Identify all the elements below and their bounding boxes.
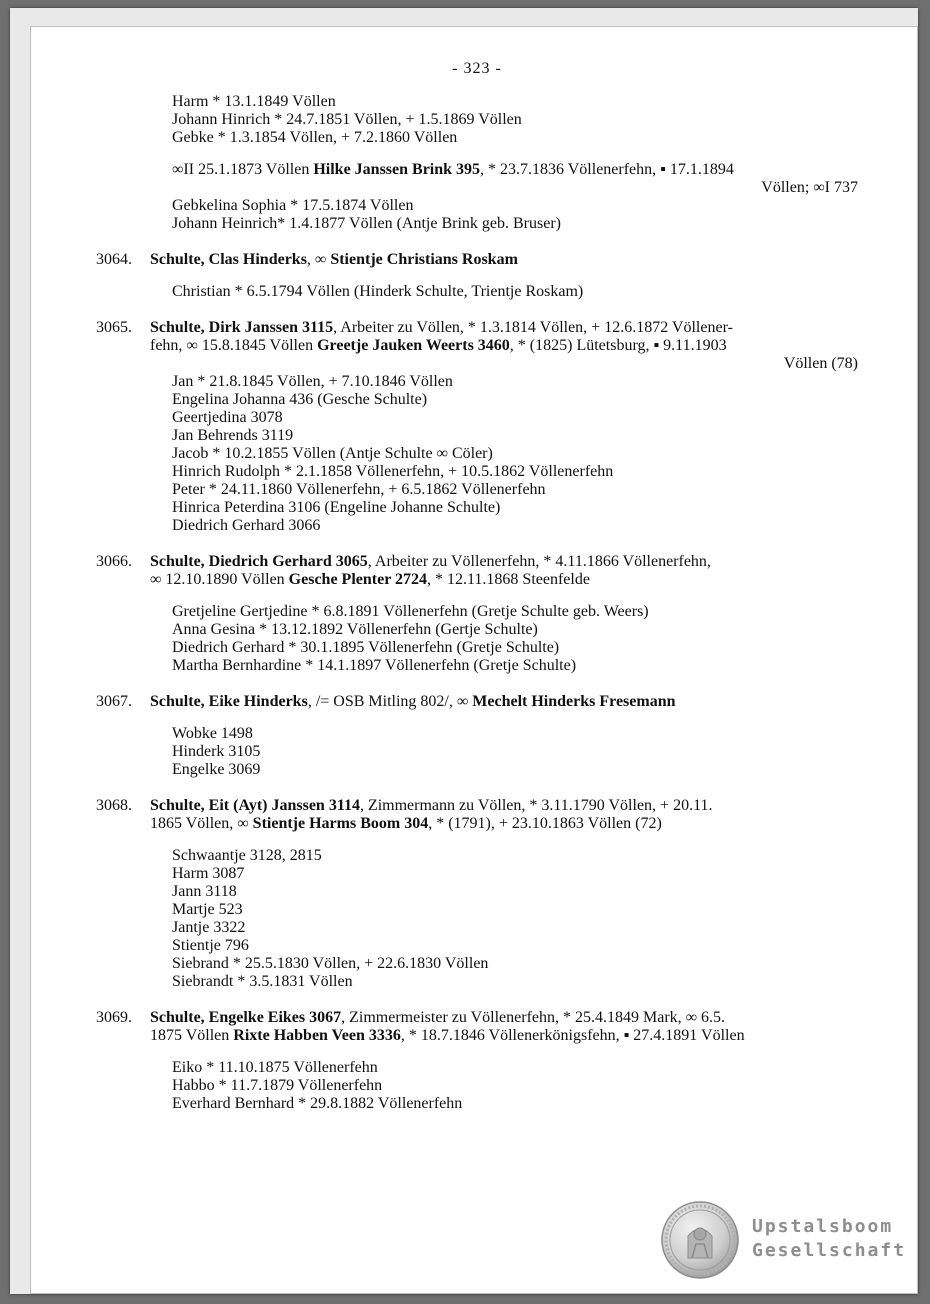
child-line: Johann Heinrich* 1.4.1877 Völlen (Antje Brink geb. Bruser) [172, 215, 561, 232]
child-line: Anna Gesina * 13.12.1892 Völlenerfehn (Gertje Schulte) [172, 621, 538, 638]
entry-continuation: 1865 Völlen, ∞ Stientje Harms Boom 304, * (1791), + 23.10.1863 Völlen (72) [150, 815, 662, 832]
spouse-name: Gesche Plenter 2724 [288, 571, 428, 588]
child-line: Martha Bernhardine * 14.1.1897 Völlenerfehn (Gretje Schulte) [172, 657, 577, 674]
marriage-continuation: Völlen; ∞I 737 [761, 179, 858, 196]
child-line: Gebke * 1.3.1854 Völlen, + 7.2.1860 Völlen [172, 129, 458, 146]
entry-heading: Schulte, Eike Hinderks, /= OSB Mitling 802/, ∞ Mechelt Hinderks Fresemann [150, 693, 676, 710]
marriage-line: ∞II 25.1.1873 Völlen Hilke Janssen Brink 395, * 23.7.1836 Völlenerfehn, ▪ 17.1.1894 [172, 161, 734, 178]
child-line: Peter * 24.11.1860 Völlenerfehn, + 6.5.1862 Völlenerfehn [172, 481, 546, 498]
child-line: Siebrand * 25.5.1830 Völlen, + 22.6.1830 Völlen [172, 955, 489, 972]
entry-continuation: ∞ 12.10.1890 Völlen Gesche Plenter 2724, * 12.11.1868 Steenfelde [150, 571, 590, 588]
entry-heading: Schulte, Engelke Eikes 3067, Zimmermeister zu Völlenerfehn, * 25.4.1849 Mark, ∞ 6.5. [150, 1009, 726, 1026]
child-line: Diedrich Gerhard 3066 [172, 517, 321, 534]
entry-number: 3068. [96, 797, 132, 814]
entry-continuation: fehn, ∞ 15.8.1845 Völlen Greetje Jauken Weerts 3460, * (1825) Lütetsburg, ▪ 9.11.1903 [150, 337, 727, 354]
child-line: Hinrica Peterdina 3106 (Engeline Johanne Schulte) [172, 499, 501, 516]
page-number: - 323 - [452, 60, 502, 77]
spouse-name: Mechelt Hinderks Fresemann [472, 693, 676, 710]
person-name: Schulte, Engelke Eikes 3067 [150, 1009, 342, 1026]
spouse-name: Rixte Habben Veen 3336 [233, 1027, 401, 1044]
entry-3068 [96, 797, 858, 833]
entry-number: 3065. [96, 319, 132, 336]
entry-heading: Schulte, Diedrich Gerhard 3065, Arbeiter zu Völlenerfehn, * 4.11.1866 Völlenerfehn, [150, 553, 711, 570]
child-line: Stientje 796 [172, 937, 249, 954]
child-line: Gretjeline Gertjedine * 6.8.1891 Völlenerfehn (Gretje Schulte geb. Weers) [172, 603, 649, 620]
entry-number: 3066. [96, 553, 132, 570]
person-name: Schulte, Eike Hinderks [150, 693, 308, 710]
child-line: Christian * 6.5.1794 Völlen (Hinderk Schulte, Trientje Roskam) [172, 283, 584, 300]
person-name: Schulte, Clas Hinderks [150, 251, 307, 268]
child-line: Jan Behrends 3119 [172, 427, 294, 444]
child-line: Hinderk 3105 [172, 743, 261, 760]
document-content [96, 60, 858, 1113]
entry-3069 [96, 1009, 858, 1045]
child-line: Diedrich Gerhard * 30.1.1895 Völlenerfehn (Gretje Schulte) [172, 639, 560, 656]
child-line: Harm 3087 [172, 865, 245, 882]
child-line: Habbo * 11.7.1879 Völlenerfehn [172, 1077, 383, 1094]
person-name: Schulte, Eit (Ayt) Janssen 3114 [150, 797, 360, 814]
child-line: Engelke 3069 [172, 761, 261, 778]
society-watermark [752, 1215, 906, 1263]
watermark-line-2: Gesellschaft [752, 1240, 907, 1261]
child-line: Martje 523 [172, 901, 243, 918]
child-line: Jantje 3322 [172, 919, 246, 936]
child-line: Siebrandt * 3.5.1831 Völlen [172, 973, 353, 990]
child-line: Everhard Bernhard * 29.8.1882 Völlenerfehn [172, 1095, 463, 1112]
entry-continuation: 1875 Völlen Rixte Habben Veen 3336, * 18.7.1846 Völlenerkönigsfehn, ▪ 27.4.1891 Völlen [150, 1027, 745, 1044]
entry-number: 3064. [96, 251, 132, 268]
child-line: Engelina Johanna 436 (Gesche Schulte) [172, 391, 428, 408]
entry-continuation-right: Völlen (78) [783, 355, 858, 372]
spouse-name: Greetje Jauken Weerts 3460 [317, 337, 510, 354]
spouse-name: Hilke Janssen Brink 395 [313, 161, 481, 178]
child-line: Wobke 1498 [172, 725, 253, 742]
entry-3064 [96, 251, 858, 269]
spouse-name: Stientje Christians Roskam [330, 251, 518, 268]
entry-3066 [96, 553, 858, 589]
person-name: Schulte, Diedrich Gerhard 3065 [150, 553, 368, 570]
child-line: Gebkelina Sophia * 17.5.1874 Völlen [172, 197, 414, 214]
child-line: Jann 3118 [172, 883, 237, 900]
child-line: Johann Hinrich * 24.7.1851 Völlen, + 1.5.1869 Völlen [172, 111, 522, 128]
watermark-line-1: Upstalsboom [752, 1216, 894, 1237]
child-line: Schwaantje 3128, 2815 [172, 847, 322, 864]
child-line: Jan * 21.8.1845 Völlen, + 7.10.1846 Völlen [172, 373, 453, 390]
person-name: Schulte, Dirk Janssen 3115 [150, 319, 334, 336]
child-line: Harm * 13.1.1849 Völlen [172, 93, 336, 110]
child-line: Geertjedina 3078 [172, 409, 283, 426]
society-seal-icon [660, 1200, 740, 1285]
entry-number: 3069. [96, 1009, 132, 1026]
entry-3067 [96, 693, 858, 711]
child-line: Eiko * 11.10.1875 Völlenerfehn [172, 1059, 378, 1076]
child-line: Jacob * 10.2.1855 Völlen (Antje Schulte ∞ Cöler) [172, 445, 493, 462]
entry-heading: Schulte, Clas Hinderks, ∞ Stientje Christians Roskam [150, 251, 518, 268]
entry-3065 [96, 319, 858, 373]
entry-number: 3067. [96, 693, 132, 710]
child-line: Hinrich Rudolph * 2.1.1858 Völlenerfehn, + 10.5.1862 Völlenerfehn [172, 463, 614, 480]
spouse-name: Stientje Harms Boom 304 [252, 815, 429, 832]
entry-heading: Schulte, Dirk Janssen 3115, Arbeiter zu Völlen, * 1.3.1814 Völlen, + 12.6.1872 Völlener- [150, 319, 733, 336]
entry-heading: Schulte, Eit (Ayt) Janssen 3114, Zimmermann zu Völlen, * 3.11.1790 Völlen, + 20.11. [150, 797, 713, 814]
